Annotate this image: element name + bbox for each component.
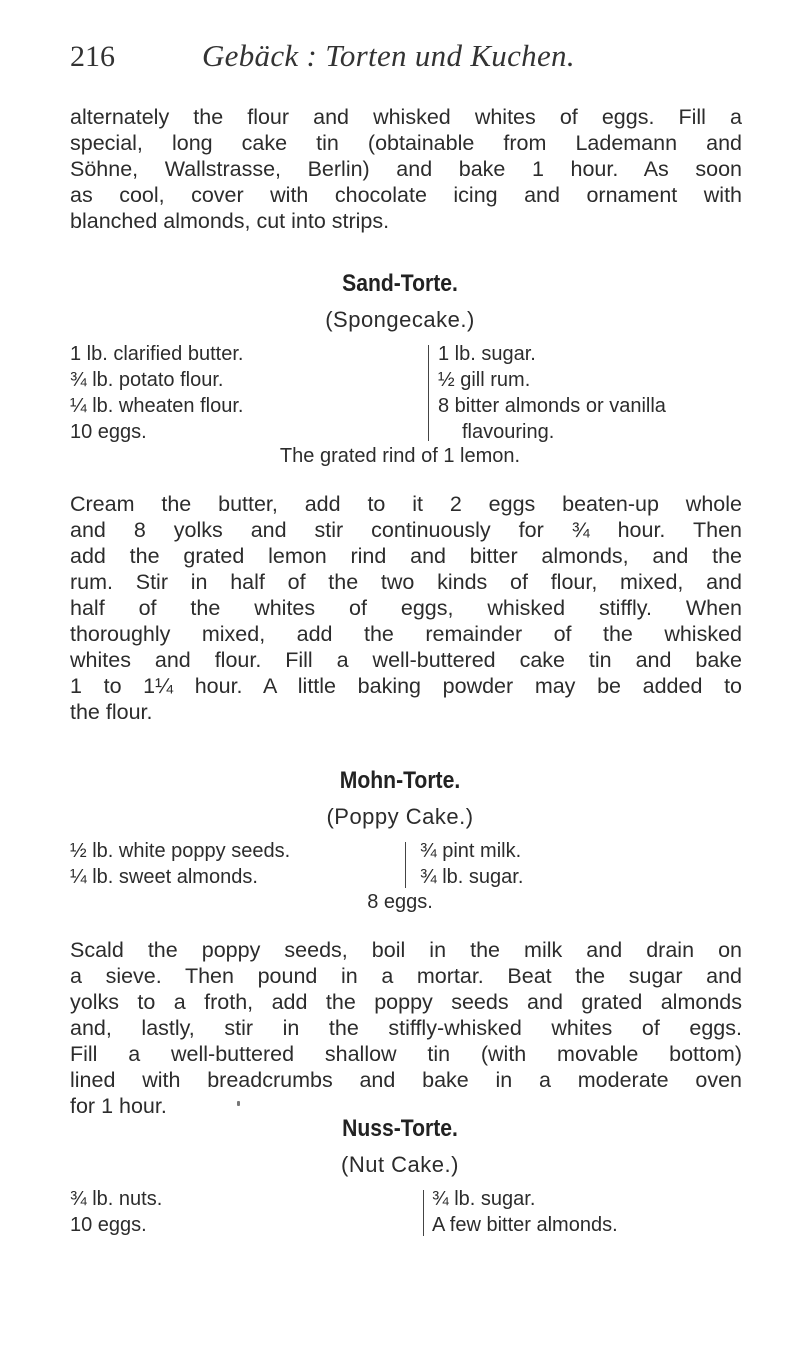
- ingredient-item: ½ lb. white poppy seeds.: [70, 840, 291, 862]
- text-line: half of the whites of eggs, whisked stiffly. When: [70, 596, 742, 620]
- text-line: lined with breadcrumbs and bake in a moderate oven: [70, 1068, 742, 1092]
- intro-paragraph: [70, 104, 742, 234]
- recipe-subtitle-sand-torte: (Spongecake.): [325, 307, 475, 332]
- ingredient-item: 10 eggs.: [70, 421, 147, 443]
- ingredient-item: ½ gill rum.: [438, 369, 531, 391]
- text-line: Scald the poppy seeds, boil in the milk and drain on: [70, 938, 742, 962]
- ingredient-item: ¾ lb. nuts.: [70, 1188, 163, 1210]
- text-line: a sieve. Then pound in a mortar. Beat the sugar and: [70, 964, 742, 988]
- column-divider: [405, 842, 406, 888]
- recipe-title-mohn-torte: Mohn-Torte.: [339, 767, 461, 794]
- ingredients-footer-mohn-torte: 8 eggs.: [367, 891, 433, 913]
- text-line: special, long cake tin (obtainable from Lademann and: [70, 131, 742, 155]
- text-line: thoroughly mixed, add the remainder of the whisked: [70, 622, 742, 646]
- recipe-subtitle-nuss-torte: (Nut Cake.): [341, 1152, 459, 1177]
- text-line: whites and flour. Fill a well-buttered cake tin and bake: [70, 648, 742, 672]
- ingredient-item: 8 bitter almonds or vanilla: [438, 395, 666, 417]
- ingredients-right-sand-torte: [438, 341, 666, 445]
- running-title: Gebäck : Torten und Kuchen.: [202, 38, 575, 73]
- text-line: and 8 yolks and stir continuously for ¾ hour. Then: [70, 518, 742, 542]
- column-divider: [428, 345, 429, 441]
- ingredient-item: ¾ lb. sugar.: [420, 866, 524, 888]
- text-line: rum. Stir in half of the two kinds of flour, mixed, and: [70, 570, 742, 594]
- recipe-title-sand-torte: Sand-Torte.: [342, 270, 458, 297]
- ingredients-left-mohn-torte: [70, 838, 290, 890]
- ingredient-item: ¾ lb. sugar.: [432, 1188, 536, 1210]
- ingredient-item: ¾ pint milk.: [420, 840, 522, 862]
- ingredient-item: ¾ lb. potato flour.: [70, 369, 224, 391]
- ingredient-item: A few bitter almonds.: [432, 1214, 618, 1236]
- ingredients-footer-sand-torte: The grated rind of 1 lemon.: [279, 445, 521, 467]
- text-line: and, lastly, stir in the stiffly-whisked whites of eggs.: [70, 1016, 742, 1040]
- column-divider: [423, 1190, 424, 1236]
- text-line: Fill a well-buttered shallow tin (with movable bottom): [70, 1042, 742, 1066]
- print-speck: [237, 1101, 240, 1106]
- ingredients-left-nuss-torte: [70, 1186, 162, 1238]
- text-line: 1 to 1¼ hour. A little baking powder may be added to: [70, 674, 742, 698]
- text-line: add the grated lemon rind and bitter almonds, and the: [70, 544, 742, 568]
- ingredient-item: 1 lb. clarified butter.: [70, 343, 244, 365]
- ingredient-item: ¼ lb. sweet almonds.: [70, 866, 258, 888]
- recipe-title-nuss-torte: Nuss-Torte.: [342, 1115, 458, 1142]
- recipe-subtitle-mohn-torte: (Poppy Cake.): [326, 804, 474, 829]
- ingredient-item: 10 eggs.: [70, 1214, 147, 1236]
- text-line: for 1 hour.: [70, 1094, 167, 1118]
- text-line: Söhne, Wallstrasse, Berlin) and bake 1 hour. As soon: [70, 157, 742, 181]
- text-line: Cream the butter, add to it 2 eggs beaten-up whole: [70, 492, 742, 516]
- ingredients-left-sand-torte: [70, 341, 243, 445]
- page-number: 216: [70, 40, 115, 73]
- text-line: blanched almonds, cut into strips.: [70, 209, 390, 233]
- text-line: the flour.: [70, 700, 153, 724]
- running-head: [70, 34, 750, 84]
- method-sand-torte: [70, 491, 742, 725]
- text-line: alternately the flour and whisked whites of eggs. Fill a: [70, 105, 742, 129]
- ingredient-item: flavouring.: [462, 421, 555, 443]
- ingredient-item: 1 lb. sugar.: [438, 343, 536, 365]
- ingredients-right-nuss-torte: [432, 1186, 618, 1238]
- text-line: as cool, cover with chocolate icing and ornament with: [70, 183, 742, 207]
- text-line: yolks to a froth, add the poppy seeds and grated almonds: [70, 990, 742, 1014]
- method-mohn-torte: [70, 937, 742, 1119]
- ingredient-item: ¼ lb. wheaten flour.: [70, 395, 244, 417]
- ingredients-right-mohn-torte: [420, 838, 523, 890]
